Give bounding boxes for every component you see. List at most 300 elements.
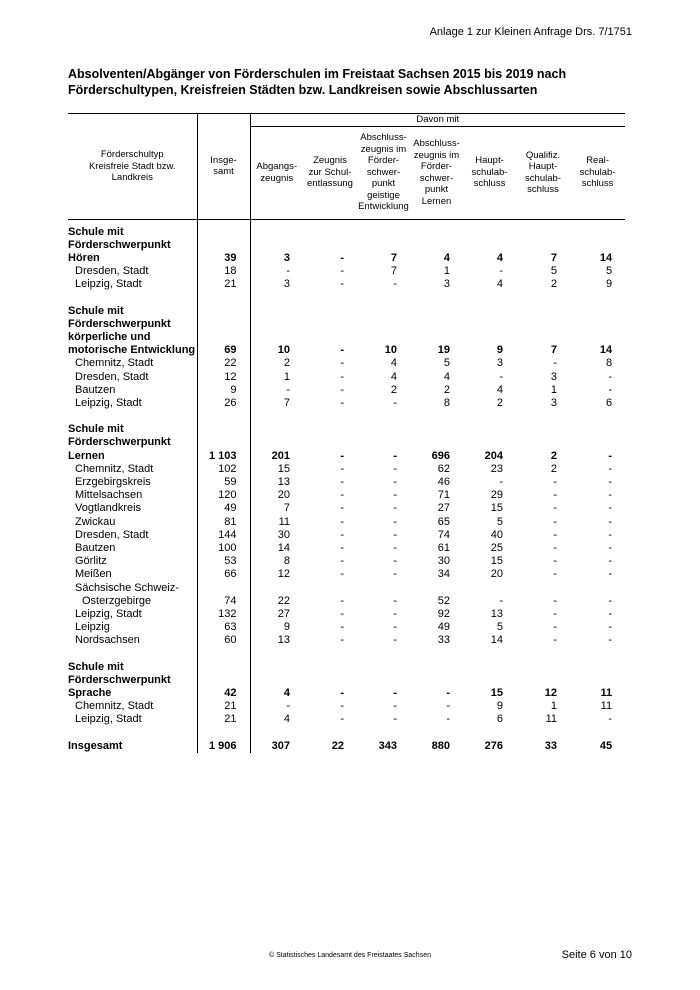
- value-cell: 696: [431, 449, 450, 462]
- group-heading-row: [68, 674, 625, 687]
- value-cell: 3: [550, 370, 557, 383]
- value-cell: 14: [599, 251, 613, 264]
- value-cell: -: [553, 357, 557, 370]
- column-header-line: Haupt-: [528, 161, 558, 172]
- value-cell: 27: [437, 502, 450, 515]
- value-cell: 69: [197, 344, 250, 357]
- value-cell: 59: [197, 476, 250, 489]
- value-cell: -: [608, 555, 613, 568]
- value-cell: -: [340, 357, 344, 370]
- row-label: Hören: [68, 251, 100, 264]
- column-header-geistig: [357, 126, 410, 219]
- spacer-cell: [410, 410, 463, 423]
- value-cell: -: [608, 515, 613, 528]
- value-cell: [570, 674, 625, 687]
- row-label: Förderschwerpunkt: [68, 436, 171, 449]
- column-header-line: schluss: [527, 184, 559, 195]
- value-cell: [197, 423, 250, 436]
- value-cell: -: [340, 344, 344, 357]
- value-cell: 204: [484, 449, 503, 462]
- value-cell: -: [499, 265, 503, 278]
- value-cell: 30: [250, 529, 303, 542]
- value-cell: [463, 582, 516, 595]
- value-cell: 71: [437, 489, 450, 502]
- value-cell: [303, 239, 357, 252]
- value-cell: -: [340, 568, 344, 581]
- value-cell: 62: [437, 462, 450, 475]
- spacer-cell: [68, 410, 197, 423]
- value-cell: 4: [443, 251, 450, 264]
- group-heading-row: [68, 423, 625, 436]
- row-label: Osterzgebirge: [82, 594, 152, 607]
- table-row: [68, 555, 625, 568]
- value-cell: [570, 305, 625, 318]
- spacer-cell: [357, 410, 410, 423]
- value-cell: -: [340, 515, 344, 528]
- value-cell: -: [393, 502, 397, 515]
- value-cell: [410, 239, 463, 252]
- row-label: Dresden, Stadt: [75, 265, 149, 278]
- value-cell: -: [340, 528, 344, 541]
- value-cell: -: [340, 396, 344, 409]
- column-header-line: Förder-: [420, 161, 453, 172]
- group-heading-row: [68, 318, 625, 331]
- value-cell: 4: [390, 357, 397, 370]
- value-cell: 15: [490, 502, 503, 515]
- value-cell: 9: [496, 700, 503, 713]
- value-cell: 11: [600, 700, 613, 713]
- value-cell: -: [340, 555, 344, 568]
- row-label: Leipzig: [75, 621, 110, 634]
- column-header-lernen: [410, 126, 463, 219]
- table-row: [68, 582, 625, 595]
- value-cell: [516, 226, 570, 239]
- spacer-cell: [410, 292, 463, 305]
- value-cell: -: [340, 607, 344, 620]
- value-cell: 12: [197, 371, 250, 384]
- value-cell: -: [446, 713, 450, 726]
- spacer-cell: [410, 648, 463, 661]
- value-cell: [516, 305, 570, 318]
- spacer-cell: [570, 648, 625, 661]
- spacer-cell: [250, 727, 303, 740]
- value-cell: [463, 305, 516, 318]
- value-cell: [410, 582, 463, 595]
- value-cell: -: [553, 555, 557, 568]
- value-cell: 102: [197, 463, 250, 476]
- value-cell: [410, 436, 463, 449]
- row-label: Nordsachsen: [75, 634, 140, 647]
- column-header-line: Landkreis: [111, 172, 153, 183]
- value-cell: 11: [600, 687, 613, 699]
- value-cell: 14: [250, 542, 303, 555]
- spacer-cell: [68, 727, 197, 740]
- table-row: [68, 634, 625, 647]
- value-cell: -: [553, 515, 557, 528]
- value-cell: 8: [250, 555, 303, 568]
- row-label: Leipzig, Stadt: [75, 607, 142, 620]
- value-cell: -: [608, 449, 613, 462]
- table-row: [68, 476, 625, 489]
- value-cell: [250, 423, 303, 436]
- value-cell: -: [340, 489, 344, 502]
- value-cell: -: [499, 475, 503, 488]
- column-header-line: schwer-: [419, 172, 454, 184]
- value-cell: 2: [390, 383, 397, 396]
- column-header-line: Förder-: [367, 155, 400, 167]
- value-cell: -: [446, 687, 450, 699]
- group-heading-row: [68, 305, 625, 318]
- value-cell: [357, 331, 410, 344]
- column-header-line: Insge-: [210, 154, 237, 166]
- value-cell: [463, 661, 516, 674]
- value-cell: -: [393, 462, 397, 475]
- value-cell: 3: [550, 396, 557, 409]
- value-cell: 7: [550, 344, 557, 357]
- value-cell: 3: [250, 278, 303, 291]
- column-header-line: samt: [213, 166, 234, 178]
- table-row: [68, 489, 625, 502]
- value-cell: -: [340, 594, 344, 607]
- value-cell: 11: [250, 516, 303, 529]
- value-cell: [570, 318, 625, 331]
- value-cell: 120: [197, 489, 250, 502]
- row-label: Bautzen: [75, 541, 116, 554]
- spacer-cell: [570, 292, 625, 305]
- value-cell: -: [608, 475, 613, 488]
- value-cell: -: [553, 607, 557, 620]
- value-cell: 1: [550, 383, 557, 396]
- table-row: [68, 463, 625, 476]
- value-cell: 5: [443, 357, 450, 370]
- value-cell: -: [340, 621, 344, 634]
- value-cell: [570, 239, 625, 252]
- row-label: Dresden, Stadt: [75, 528, 149, 541]
- value-cell: [463, 331, 516, 344]
- value-cell: -: [393, 278, 397, 291]
- value-cell: [250, 318, 303, 331]
- value-cell: -: [340, 713, 344, 726]
- value-cell: -: [499, 594, 503, 607]
- value-cell: [197, 331, 250, 344]
- table-row: [68, 713, 625, 726]
- column-header-line: Abschluss-: [413, 138, 460, 149]
- value-cell: -: [608, 621, 613, 634]
- value-cell: [303, 436, 357, 449]
- value-cell: 65: [437, 515, 450, 528]
- value-cell: -: [340, 370, 344, 383]
- table-body: [68, 219, 625, 753]
- group-heading-row: [68, 331, 625, 344]
- value-cell: -: [393, 687, 397, 699]
- table-row: [68, 568, 625, 581]
- value-cell: 5: [496, 515, 503, 528]
- column-header-line: Förderschultyp: [100, 149, 164, 160]
- row-label: Zwickau: [75, 515, 116, 528]
- value-cell: [357, 674, 410, 687]
- column-header-rowlabel: [68, 114, 197, 220]
- value-cell: 144: [197, 529, 250, 542]
- value-cell: -: [553, 634, 557, 647]
- value-cell: 6: [605, 396, 613, 409]
- row-label: Sprache: [68, 687, 112, 699]
- spacer-row: [68, 648, 625, 661]
- table-row: [68, 397, 625, 410]
- value-cell: 9: [197, 384, 250, 397]
- value-cell: -: [608, 528, 613, 541]
- column-header-line: schulab-: [579, 166, 616, 178]
- value-cell: -: [340, 265, 344, 278]
- table-row: [68, 595, 625, 608]
- value-cell: 5: [605, 265, 613, 278]
- spacer-cell: [250, 648, 303, 661]
- group-total-row: [68, 344, 625, 357]
- column-header-line: Real-: [586, 155, 609, 167]
- value-cell: 1: [550, 700, 557, 713]
- value-cell: 81: [197, 516, 250, 529]
- value-cell: -: [393, 700, 397, 713]
- value-cell: 19: [437, 344, 450, 357]
- value-cell: 4: [496, 251, 503, 264]
- row-label: Schule mit: [68, 423, 124, 436]
- row-label: Dresden, Stadt: [75, 370, 149, 383]
- value-cell: -: [340, 634, 344, 647]
- value-cell: [357, 226, 410, 239]
- column-header-line: zeugnis im: [360, 143, 407, 155]
- value-cell: -: [250, 384, 303, 397]
- value-cell: -: [446, 700, 450, 713]
- spacer-cell: [197, 292, 250, 305]
- value-cell: -: [393, 475, 397, 488]
- column-header-line: schulab-: [525, 172, 561, 184]
- value-cell: 4: [443, 370, 450, 383]
- table-row: [68, 700, 625, 713]
- value-cell: 12: [544, 687, 557, 699]
- group-heading-row: [68, 661, 625, 674]
- value-cell: 13: [250, 634, 303, 647]
- value-cell: [463, 674, 516, 687]
- value-cell: 40: [490, 528, 503, 541]
- spacer-cell: [250, 292, 303, 305]
- value-cell: [303, 582, 357, 595]
- value-cell: 49: [437, 621, 450, 634]
- value-cell: [197, 239, 250, 252]
- value-cell: 15: [250, 463, 303, 476]
- column-header-line: punkt: [424, 184, 449, 195]
- column-header-line: schluss: [581, 178, 614, 190]
- value-cell: [570, 582, 625, 595]
- value-cell: -: [608, 568, 613, 581]
- value-cell: [410, 661, 463, 674]
- value-cell: 39: [197, 252, 250, 265]
- value-cell: -: [393, 489, 397, 502]
- row-label: Bautzen: [75, 383, 116, 396]
- value-cell: 9: [250, 621, 303, 634]
- value-cell: -: [340, 541, 344, 554]
- value-cell: -: [250, 700, 303, 713]
- column-header-line: schulab-: [471, 166, 508, 178]
- value-cell: 10: [250, 344, 303, 357]
- column-header-line: Zeugnis: [313, 155, 347, 167]
- value-cell: 7: [550, 251, 557, 264]
- value-cell: 2: [550, 449, 557, 462]
- value-cell: 10: [384, 344, 397, 357]
- value-cell: 11: [545, 713, 557, 726]
- spacer-cell: [463, 648, 516, 661]
- value-cell: 7: [390, 251, 397, 264]
- group-heading-row: [68, 436, 625, 449]
- row-label: Görlitz: [75, 555, 107, 568]
- value-cell: 25: [490, 541, 503, 554]
- spacer-cell: [463, 292, 516, 305]
- value-cell: -: [499, 370, 503, 383]
- davon-header: Davon mit: [250, 114, 625, 127]
- row-label: Meißen: [75, 568, 112, 581]
- spacer-row: [68, 292, 625, 305]
- value-cell: [197, 226, 250, 239]
- value-cell: [250, 305, 303, 318]
- value-cell: 8: [443, 396, 450, 409]
- group-total-row: [68, 450, 625, 463]
- column-header-haupt: [463, 126, 516, 219]
- value-cell: [357, 305, 410, 318]
- value-cell: -: [553, 489, 557, 502]
- value-cell: [357, 436, 410, 449]
- spacer-cell: [357, 727, 410, 740]
- value-cell: [250, 239, 303, 252]
- value-cell: 18: [197, 265, 250, 278]
- spacer-cell: [303, 292, 357, 305]
- value-cell: [303, 318, 357, 331]
- column-header-schulentlassung: [303, 126, 357, 219]
- value-cell: 4: [496, 278, 503, 291]
- title-line-2: Förderschultypen, Kreisfreien Städten bzw. Landkreisen sowie Abschlussarten: [68, 83, 538, 97]
- value-cell: 21: [197, 278, 250, 291]
- row-label: Förderschwerpunkt: [68, 238, 171, 251]
- row-label: Förderschwerpunkt: [68, 317, 171, 330]
- value-cell: 29: [490, 489, 503, 502]
- column-header-insgesamt: [197, 114, 250, 220]
- value-cell: [250, 674, 303, 687]
- value-cell: 14: [599, 344, 613, 357]
- value-cell: -: [340, 278, 344, 291]
- column-header-line: zeugnis: [260, 172, 294, 184]
- value-cell: 2: [550, 278, 557, 291]
- value-cell: 3: [250, 252, 303, 265]
- row-label: Sächsische Schweiz-: [75, 581, 179, 594]
- value-cell: 34: [437, 568, 450, 581]
- value-cell: 880: [431, 739, 450, 752]
- value-cell: [410, 226, 463, 239]
- row-label: Chemnitz, Stadt: [75, 462, 154, 475]
- value-cell: 45: [599, 739, 613, 752]
- value-cell: 33: [544, 739, 557, 752]
- value-cell: 63: [197, 621, 250, 634]
- value-cell: 1 906: [197, 740, 250, 753]
- value-cell: 49: [197, 502, 250, 515]
- value-cell: [250, 436, 303, 449]
- value-cell: [197, 674, 250, 687]
- table-header: [68, 114, 625, 220]
- table-row: [68, 542, 625, 555]
- value-cell: -: [393, 621, 397, 634]
- spacer-cell: [570, 410, 625, 423]
- value-cell: 61: [437, 541, 450, 554]
- value-cell: 74: [437, 528, 450, 541]
- value-cell: [570, 436, 625, 449]
- spacer-cell: [516, 727, 570, 740]
- value-cell: [516, 674, 570, 687]
- spacer-cell: [463, 727, 516, 740]
- row-label: Leipzig, Stadt: [75, 713, 142, 726]
- value-cell: 60: [197, 634, 250, 647]
- value-cell: [463, 436, 516, 449]
- value-cell: 5: [496, 621, 503, 634]
- value-cell: [516, 318, 570, 331]
- value-cell: [410, 318, 463, 331]
- value-cell: [303, 226, 357, 239]
- column-header-line: Qualifiz.: [525, 149, 561, 161]
- value-cell: 23: [490, 462, 503, 475]
- row-label: Lernen: [68, 449, 105, 462]
- column-header-line: geistige: [367, 189, 400, 201]
- value-cell: 14: [490, 634, 503, 647]
- page-number: Seite 6 von 10: [561, 949, 632, 961]
- value-cell: [516, 423, 570, 436]
- value-cell: -: [553, 541, 557, 554]
- value-cell: [250, 582, 303, 595]
- value-cell: [357, 582, 410, 595]
- value-cell: [463, 239, 516, 252]
- table-row: [68, 384, 625, 397]
- value-cell: 5: [550, 265, 557, 278]
- value-cell: -: [553, 475, 557, 488]
- spacer-cell: [68, 292, 197, 305]
- value-cell: 46: [437, 475, 450, 488]
- value-cell: 15: [490, 555, 503, 568]
- title-line-1: Absolventen/Abgänger von Förderschulen im Freistaat Sachsen 2015 bis 2019 nach: [68, 67, 567, 81]
- value-cell: 4: [250, 713, 303, 726]
- value-cell: 13: [490, 607, 503, 620]
- value-cell: -: [608, 462, 613, 475]
- value-cell: [250, 661, 303, 674]
- value-cell: 42: [197, 687, 250, 700]
- value-cell: 52: [437, 594, 450, 607]
- value-cell: [410, 331, 463, 344]
- value-cell: -: [393, 634, 397, 647]
- value-cell: [463, 318, 516, 331]
- value-cell: 7: [390, 265, 397, 278]
- value-cell: -: [553, 621, 557, 634]
- column-header-line: Lernen: [421, 195, 452, 207]
- group-heading-row: [68, 239, 625, 252]
- value-cell: -: [608, 383, 613, 396]
- spacer-cell: [303, 410, 357, 423]
- value-cell: 7: [250, 502, 303, 515]
- spacer-cell: [570, 727, 625, 740]
- value-cell: -: [393, 568, 397, 581]
- column-header-line: Abschluss-: [360, 132, 407, 144]
- value-cell: 2: [443, 383, 450, 396]
- value-cell: 3: [496, 357, 503, 370]
- value-cell: -: [340, 251, 344, 264]
- column-header-qualhaupt: [516, 126, 570, 219]
- value-cell: [250, 331, 303, 344]
- value-cell: [357, 239, 410, 252]
- value-cell: 4: [390, 370, 397, 383]
- spacer-cell: [410, 727, 463, 740]
- column-header-line: zur Schul-: [308, 166, 352, 178]
